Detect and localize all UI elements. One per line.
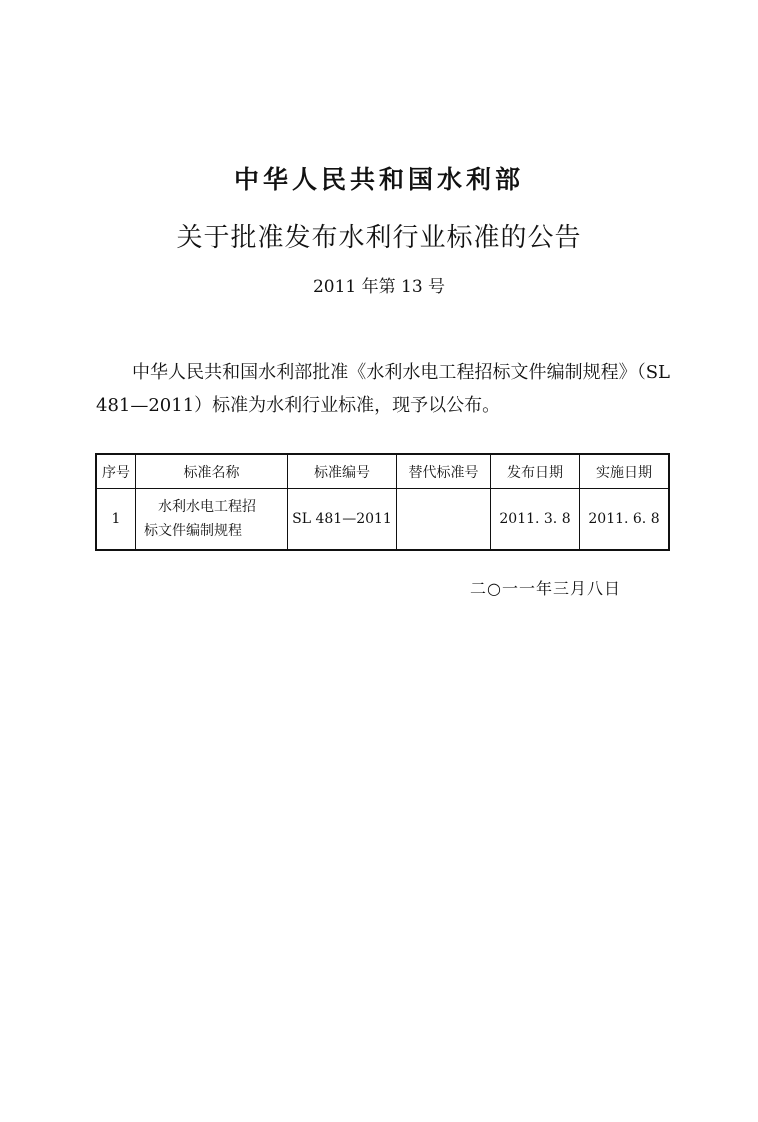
cell-name-line1: 水利水电工程招: [158, 499, 256, 515]
cell-seq: 1: [96, 489, 136, 551]
cell-publish-date: 2011. 3. 8: [491, 489, 580, 551]
cell-effective-date: 2011. 6. 8: [580, 489, 670, 551]
announcement-body: 中华人民共和国水利部批准《水利水电工程招标文件编制规程》（SL 481—2011）标准为水利行业标准，现予以公布。: [96, 362, 670, 416]
standards-table: [95, 453, 670, 551]
header-code: 标准编号: [288, 454, 397, 489]
header-name: 标准名称: [136, 454, 288, 489]
issuer-heading: 中华人民共和国水利部: [233, 165, 524, 194]
cell-name-line2: 标文件编制规程: [144, 523, 242, 539]
header-effective-date: 实施日期: [580, 454, 670, 489]
header-replaces: 替代标准号: [397, 454, 491, 489]
cell-code: SL 481—2011: [288, 489, 397, 551]
announcement-date: 二○一一年三月八日: [470, 579, 621, 598]
announcement-number: 2011 年第 13 号: [312, 277, 446, 297]
cell-replaces: [397, 489, 491, 551]
header-seq: 序号: [96, 454, 136, 489]
announcement-title: 关于批准发布水利行业标准的公告: [176, 223, 582, 253]
table-header-row: [96, 454, 669, 489]
header-publish-date: 发布日期: [491, 454, 580, 489]
cell-name: [136, 489, 288, 551]
table-row: [96, 489, 669, 551]
